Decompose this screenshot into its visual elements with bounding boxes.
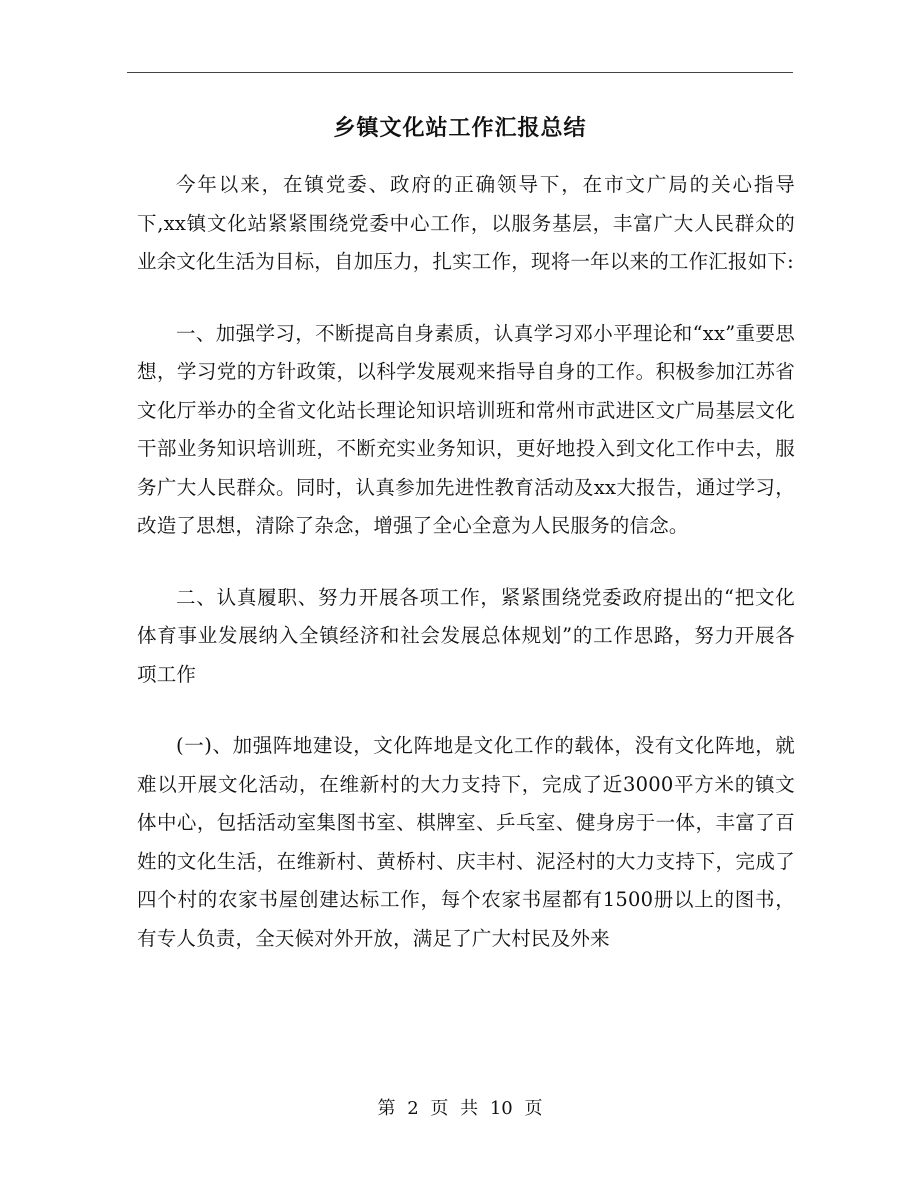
document-body	[137, 166, 795, 991]
paragraph-section-2: 二、认真履职、努力开展各项工作，紧紧围绕党委政府提出的“把文化体育事业发展纳入全镇经济和社会发展总体规划”的工作思路，努力开展各项工作	[137, 585, 795, 686]
paragraph-intro: 今年以来，在镇党委、政府的正确领导下，在市文广局的关心指导下,xx镇文化站紧紧围绕党委中心工作，以服务基层，丰富广大人民群众的业余文化生活为目标，自加压力，扎实工作，现将一年以来的工作汇报如下:	[137, 173, 795, 273]
paragraph-section-1: 一、加强学习，不断提高自身素质，认真学习邓小平理论和“xx”重要思想，学习党的方针政策，以科学发展观来指导自身的工作。积极参加江苏省文化厅举办的全省文化站长理论知识培训班和常州市武进区文广局基层文化干部业务知识培训班，不断充实业务知识，更好地投入到文化工作中去，服务广大人民群众。同时，认真参加先进性教育活动及xx大报告，通过学习，改造了思想，清除了杂念，增强了全心全意为人民服务的信念。	[137, 321, 795, 537]
header-rule	[127, 72, 793, 73]
document-title: 乡镇文化站工作汇报总结	[333, 115, 587, 141]
paragraph-subsection-1: (一)、加强阵地建设，文化阵地是文化工作的载体，没有文化阵地，就难以开展文化活动，在维新村的大力支持下，完成了近3000平方米的镇文体中心，包括活动室集图书室、棋牌室、乒乓室、健身房于一体，丰富了百姓的文化生活，在维新村、黄桥村、庆丰村、泥泾村的大力支持下，完成了四个村的农家书屋创建达标工作，每个农家书屋都有1500册以上的图书，有专人负责，全天候对外开放，满足了广大村民及外来	[137, 734, 795, 950]
page-number-footer: 第 2 页 共 10 页	[377, 1098, 543, 1119]
